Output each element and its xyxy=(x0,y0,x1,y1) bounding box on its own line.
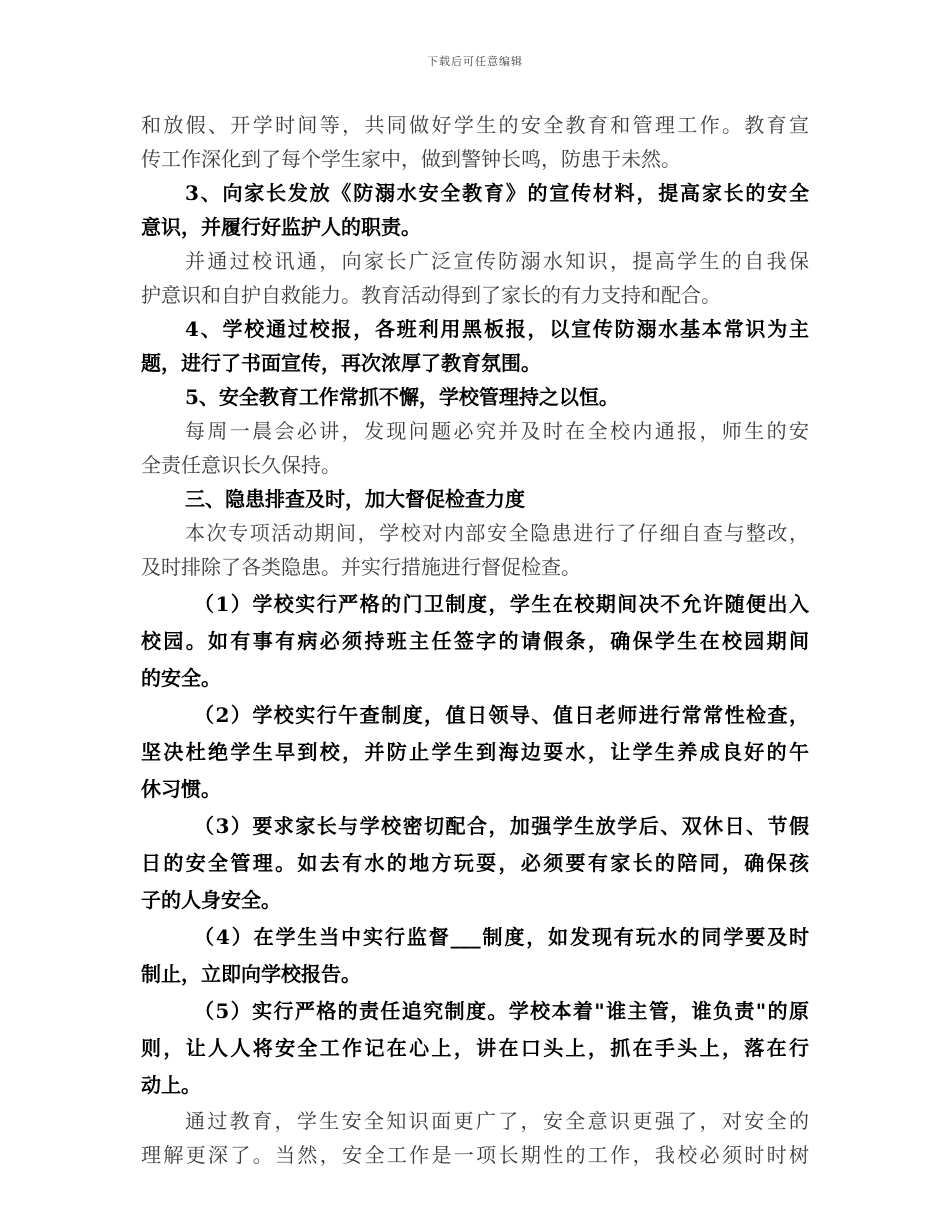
text-line: 校园。如有事有病必须持班主任签字的请假条，确保学生在校园期间 xyxy=(141,629,809,653)
text-line: （2）学校实行午查制度，值日领导、值日老师进行常常性检查， xyxy=(194,703,809,727)
document-body xyxy=(141,108,809,1172)
text-line: 4、学校通过校报，各班利用黑板报，以宣传防溺水基本常识为主 xyxy=(185,317,809,341)
text-line: （5）实行严格的责任追究制度。学校本着"谁主管，谁负责"的原 xyxy=(194,999,809,1023)
text-line: 理解更深了。当然，安全工作是一项长期性的工作，我校必须时时树 xyxy=(141,1143,809,1167)
text-line: 5、安全教育工作常抓不懈，学校管理持之以恒。 xyxy=(185,385,619,409)
text-line: 及时排除了各类隐患。并实行措施进行督促检查。 xyxy=(141,555,581,579)
text-line: 和放假、开学时间等，共同做好学生的安全教育和管理工作。教育宣 xyxy=(141,113,809,137)
text-line: 护意识和自护自救能力。教育活动得到了家长的有力支持和配合。 xyxy=(141,283,721,307)
text-line: 每周一晨会必讲，发现问题必究并及时在全校内通报，师生的安 xyxy=(185,419,809,443)
text-line: 坚决杜绝学生早到校，并防止学生到海边耍水，让学生养成良好的午 xyxy=(141,740,809,764)
text-line: （3）要求家长与学校密切配合，加强学生放学后、双休日、节假 xyxy=(194,814,809,838)
text-line: 的安全。 xyxy=(141,666,221,690)
text-line: 本次专项活动期间，学校对内部安全隐患进行了仔细自查与整改， xyxy=(185,521,809,545)
page-header: 下载后可任意编辑 xyxy=(427,55,523,68)
text-line: 日的安全管理。如去有水的地方玩耍，必须要有家长的陪同，确保孩 xyxy=(141,851,809,875)
text-line: 子的人身安全。 xyxy=(141,888,281,912)
text-line: 题，进行了书面宣传，再次浓厚了教育氛围。 xyxy=(141,351,541,375)
text-line: 3、向家长发放《防溺水安全教育》的宣传材料，提高家长的安全 xyxy=(185,181,809,205)
text-line: 休习惯。 xyxy=(141,777,221,801)
text-line: 动上。 xyxy=(141,1073,201,1097)
text-line: 制止，立即向学校报告。 xyxy=(141,962,361,986)
text-line: （4）在学生当中实行监督___制度，如发现有玩水的同学要及时 xyxy=(194,925,809,949)
text-line: 并通过校讯通，向家长广泛宣传防溺水知识，提高学生的自我保 xyxy=(185,249,809,273)
text-line: 则，让人人将安全工作记在心上，讲在口头上，抓在手头上，落在行 xyxy=(141,1036,809,1060)
text-line: 意识，并履行好监护人的职责。 xyxy=(141,215,421,239)
text-line: 全责任意识长久保持。 xyxy=(141,453,341,477)
text-line: 传工作深化到了每个学生家中，做到警钟长鸣，防患于未然。 xyxy=(141,147,681,171)
text-line: 通过教育，学生安全知识面更广了，安全意识更强了，对安全的 xyxy=(185,1109,809,1133)
text-line: （1）学校实行严格的门卫制度，学生在校期间决不允许随便出入 xyxy=(194,592,809,616)
section-heading: 三、隐患排查及时，加大督促检查力度 xyxy=(185,487,525,511)
